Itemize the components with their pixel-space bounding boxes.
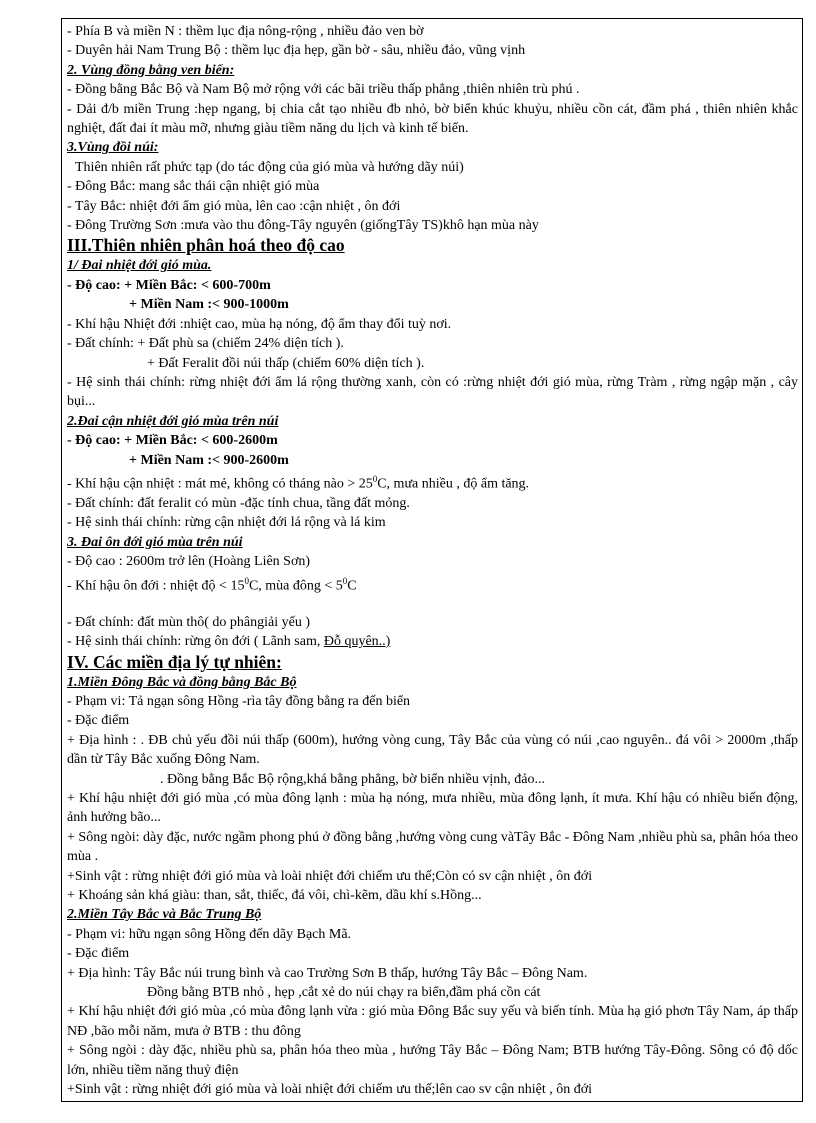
text-line: - Khí hậu Nhiệt đới :nhiệt cao, mùa hạ nóng, độ ẩm thay đổi tuỳ nơi. [67, 316, 452, 332]
subheading: 3. Đai ôn đới gió mùa trên núi [67, 534, 243, 550]
subheading: 1/ Đai nhiệt đới gió mùa. [67, 258, 212, 274]
text-line: Đồng bằng BTB nhỏ , hẹp ,cắt xẻ do núi chạy ra biển,đầm phá cồn cát [147, 985, 541, 1000]
text-segment: C [347, 578, 357, 594]
text-line [67, 470, 798, 494]
subheading: 2.Miền Tây Bắc và Bắc Trung Bộ [67, 907, 262, 923]
text-line: - Độ cao : 2600m trở lên (Hoàng Liên Sơn) [67, 554, 311, 570]
text-line: - Đặc điểm [67, 946, 130, 962]
section-heading: IV. Các miền địa lý tự nhiên: [67, 651, 282, 672]
text-paragraph: + Sông ngòi: dày đặc, nước ngầm phong phú ở đồng bằng ,hướng vòng cung vàTây Bắc - Đông Nam ,nhiều phù sa, phân hóa theo mùa . [67, 829, 798, 865]
text-segment: - Khí hậu cận nhiệt : mát mẻ, không có tháng nào > 25 [67, 476, 373, 492]
text-line: - Hệ sinh thái chính: rừng cận nhiệt đới lá rộng và lá kim [67, 515, 386, 531]
subheading: 2.Đai cận nhiệt đới gió mùa trên núi [67, 413, 279, 429]
text-line: - Đất chính: + Đất phù sa (chiếm 24% diện tích ). [67, 336, 344, 352]
text-line: Thiên nhiên rất phức tạp (do tác động của gió mùa và hướng dãy núi) [75, 159, 464, 175]
text-line: + Khoáng sản khá giàu: than, sắt, thiếc, đá vôi, chì-kẽm, dầu khí s.Hồng... [67, 887, 482, 903]
text-segment: C, mùa đông < 5 [248, 578, 343, 594]
text-line [67, 632, 798, 651]
text-segment: - Hệ sinh thái chính: rừng ôn đới ( Lãnh sam, [67, 634, 324, 650]
text-line: - Đông Trường Sơn :mưa vào thu đông-Tây nguyên (giốngTây TS)khô hạn mùa này [67, 218, 539, 234]
subheading: 1.Miền Đông Bắc và đồng bằng Bắc Bộ [67, 674, 297, 690]
text-paragraph: + Sông ngòi : dày đặc, nhiều phù sa, phân hóa theo mùa , hướng Tây Bắc – Đông Nam; BTB hướng Tây-Đông. Sông có độ dốc lớn, nhiều tiềm năng thuỷ điện [67, 1043, 798, 1078]
text-line: +Sinh vật : rừng nhiệt đới gió mùa và loài nhiệt đới chiếm ưu thế;lên cao sv cận nhiệt , ôn đới [67, 1082, 593, 1098]
text-line: - Duyên hải Nam Trung Bộ : thềm lục địa hẹp, gần bờ - sâu, nhiều đảo, vũng vịnh [67, 43, 526, 59]
text-paragraph: + Địa hình : . ĐB chủ yếu đồi núi thấp (600m), hướng vòng cung, Tây Bắc của vùng có núi ,cao nguyên.. đá vôi > 2000m ,thấp dần từ Tây Bắc xuống Đông Nam. [67, 732, 798, 768]
text-line: - Đồng bằng Bắc Bộ và Nam Bộ mở rộng với các bãi triều thấp phẳng ,thiên nhiên trù phú . [67, 82, 580, 98]
text-line: - Phạm vi: Tả ngạn sông Hồng -rìa tây đồng bằng ra đến biển [67, 693, 411, 709]
section-heading: III.Thiên nhiên phân hoá theo độ cao [67, 235, 345, 256]
text-line: - Tây Bắc: nhiệt đới ẩm gió mùa, lên cao :cận nhiệt , ôn đới [67, 198, 401, 214]
text-segment: Đỗ quyên..) [323, 634, 391, 650]
text-line: - Độ cao: + Miền Bắc: < 600-700m [67, 277, 271, 293]
text-segment: - Khí hậu ôn đới : nhiệt độ < 15 [67, 578, 245, 594]
subheading: 2. Vùng đồng bằng ven biển: [67, 62, 235, 78]
text-line: - Đông Bắc: mang sắc thái cận nhiệt gió mùa [67, 179, 320, 195]
text-segment: C, mưa nhiều , độ ẩm tăng. [377, 476, 530, 492]
text-line: + Miền Nam :< 900-1000m [129, 297, 289, 313]
text-paragraph: - Dải đ/b miền Trung :hẹp ngang, bị chia cắt tạo nhiều đb nhỏ, bờ biển khúc khuỷu, nhiều cồn cát, đầm phá , thiên nhiên khắc nghiệt, đất đai ít màu mỡ, nhưng giàu tiềm năng du lịch và kinh tế biển. [67, 101, 798, 137]
text-line: - Đất chính: đất mùn thô( do phângiải yếu ) [67, 614, 310, 630]
text-line: + Đất Feralit đồi núi thấp (chiếm 60% diện tích ). [147, 355, 425, 371]
text-line [67, 572, 798, 596]
text-line: - Đất chính: đất feralit có mùn -đặc tính chua, tầng đất mỏng. [67, 496, 410, 511]
text-line: + Địa hình: Tây Bắc núi trung bình và cao Trường Sơn B thấp, hướng Tây Bắc – Đông Nam. [67, 965, 588, 981]
text-line: +Sinh vật : rừng nhiệt đới gió mùa và loài nhiệt đới chiếm ưu thế;Còn có sv cận nhiệt , ôn đới [67, 868, 593, 884]
text-paragraph: + Khí hậu nhiệt đới gió mùa ,có mùa đông lạnh vừa : gió mùa Đông Bắc suy yếu và biến tính. Mùa hạ gió phơn Tây Nam, áp thấp NĐ ,bão mỗi năm, mưa ở BTB : thu đông [67, 1004, 798, 1039]
text-paragraph: + Khí hậu nhiệt đới gió mùa ,có mùa đông lạnh : mùa hạ nóng, mưa nhiều, mùa đông lạnh, ít mưa. Khí hậu có nhiều biến động, ảnh hưởng bão... [67, 790, 798, 826]
superscript: 0 [342, 575, 348, 586]
text-line: - Phía B và miền N : thềm lục địa nông-rộng , nhiều đảo ven bờ [67, 24, 424, 39]
text-line: - Phạm vi: hữu ngạn sông Hồng đến dãy Bạch Mã. [67, 926, 352, 942]
text-line: - Đặc điểm [67, 713, 130, 729]
superscript: 0 [244, 575, 249, 586]
text-paragraph: - Hệ sinh thái chính: rừng nhiệt đới ẩm lá rộng thường xanh, còn có :rừng nhiệt đới gió mùa, rừng Tràm , rừng ngập mặn , cây bụi... [67, 374, 798, 410]
superscript: 0 [372, 473, 378, 484]
text-line: + Miền Nam :< 900-2600m [129, 452, 289, 468]
subheading: 3.Vùng đồi núi: [67, 140, 159, 156]
text-line: . Đồng bằng Bắc Bộ rộng,khá bằng phẳng, bờ biển nhiều vịnh, đảo... [160, 771, 545, 787]
blank-line [67, 596, 798, 613]
document-page [61, 18, 803, 1102]
text-line: - Độ cao: + Miền Bắc: < 600-2600m [67, 433, 278, 449]
